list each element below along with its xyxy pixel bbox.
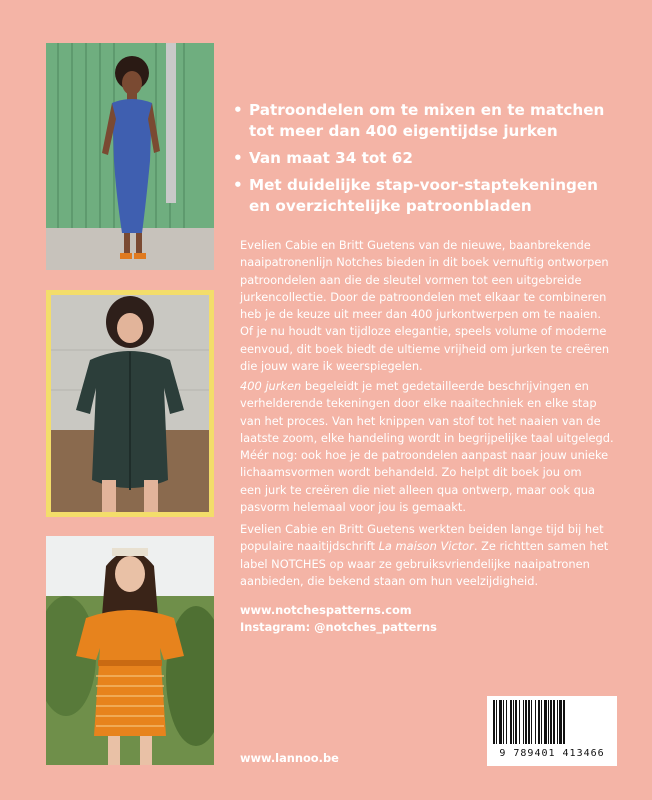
text-line: eenvoud, dit boek biedt de ultieme vrijheid om jurken te creëren — [240, 341, 610, 356]
text-line: aanbieden, die bekend staan om hun veelzijdigheid. — [240, 573, 539, 588]
text-line: Of je nu houdt van tijdloze elegantie, speels volume of moderne — [240, 324, 607, 339]
feature-list — [233, 100, 633, 223]
contact-links — [240, 602, 437, 637]
text-line: naaipatronenlijn Notches bieden in dit boek vernuftig ontworpen — [240, 255, 609, 270]
bullet-icon: • — [233, 149, 243, 167]
instagram-link[interactable]: Instagram: @notches_patterns — [240, 620, 437, 635]
text-line: heb je de keuze uit meer dan 400 jurkontwerpen om te naaien. — [240, 307, 602, 322]
barcode-bars — [487, 696, 617, 748]
photo-orange-dress — [46, 536, 214, 765]
photo-blue-dress — [46, 43, 214, 270]
feature-item — [233, 148, 633, 169]
text-line: jurkencollectie. Door de patroondelen met elkaar te combineren — [240, 289, 607, 304]
magazine-title: La maison Victor — [378, 539, 474, 554]
photo-orange-dress-illustration — [46, 536, 214, 765]
text-line: van het proces. Van het knippen van stof tot het naaien van de — [240, 413, 601, 428]
photo-green-dress-illustration — [46, 290, 214, 517]
text-line: begeleidt je met gedetailleerde beschrijvingen en — [301, 379, 589, 393]
feature-line: tot meer dan 400 eigentijdse jurken — [249, 122, 558, 140]
text-line: label NOTCHES op waar ze gebruiksvriendelijke naaipatronen — [240, 556, 590, 571]
text-line: verhelderende tekeningen door elke naaitechniek en elke stap — [240, 396, 597, 411]
text-line: populaire naaitijdschrift — [240, 539, 379, 554]
photo-blue-dress-illustration — [46, 43, 214, 270]
text-line: lichaamsvormen wordt behandeld. Zo helpt dit boek jou om — [240, 465, 582, 480]
description-paragraph-2 — [240, 378, 625, 516]
text-line: Evelien Cabie en Britt Guetens van de nieuwe, baanbrekende — [240, 238, 591, 252]
text-line: . Ze richtten samen het — [473, 539, 609, 554]
text-line: die jouw ware ik weerspiegelen. — [240, 359, 423, 374]
feature-line: en overzichtelijke patroonbladen — [249, 197, 532, 215]
photo-green-dress — [46, 290, 214, 517]
text-line: Méér nog: ook hoe je de patroondelen aanpast naar jouw unieke — [240, 448, 609, 463]
isbn-number: 9 789401 413466 — [499, 748, 605, 759]
publisher-link[interactable]: www.lannoo.be — [240, 751, 339, 765]
description-paragraph-1 — [240, 237, 625, 375]
feature-item — [233, 100, 633, 142]
feature-line: Met duidelijke stap-voor-staptekeningen — [249, 176, 598, 194]
text-line: laatste zoom, elke handeling wordt in begrijpelijke taal uitgelegd. — [240, 430, 614, 445]
text-line: Evelien Cabie en Britt Guetens werkten beiden lange tijd bij het — [240, 522, 604, 536]
feature-item — [233, 175, 633, 217]
text-line: patroondelen aan die de sleutel vormen tot een uitgebreide — [240, 272, 582, 287]
bullet-icon: • — [233, 176, 243, 194]
text-line: pasvorm helemaal voor jou is gemaakt. — [240, 500, 466, 515]
author-paragraph — [240, 521, 625, 590]
book-title: 400 jurken — [240, 379, 302, 393]
feature-line: Patroondelen om te mixen en te matchen — [249, 101, 605, 119]
website-link[interactable]: www.notchespatterns.com — [240, 603, 412, 617]
feature-line: Van maat 34 tot 62 — [249, 149, 413, 167]
text-line: een jurk te creëren die niet alleen qua ontwerp, maar ook qua — [240, 482, 596, 497]
bullet-icon: • — [233, 101, 243, 119]
